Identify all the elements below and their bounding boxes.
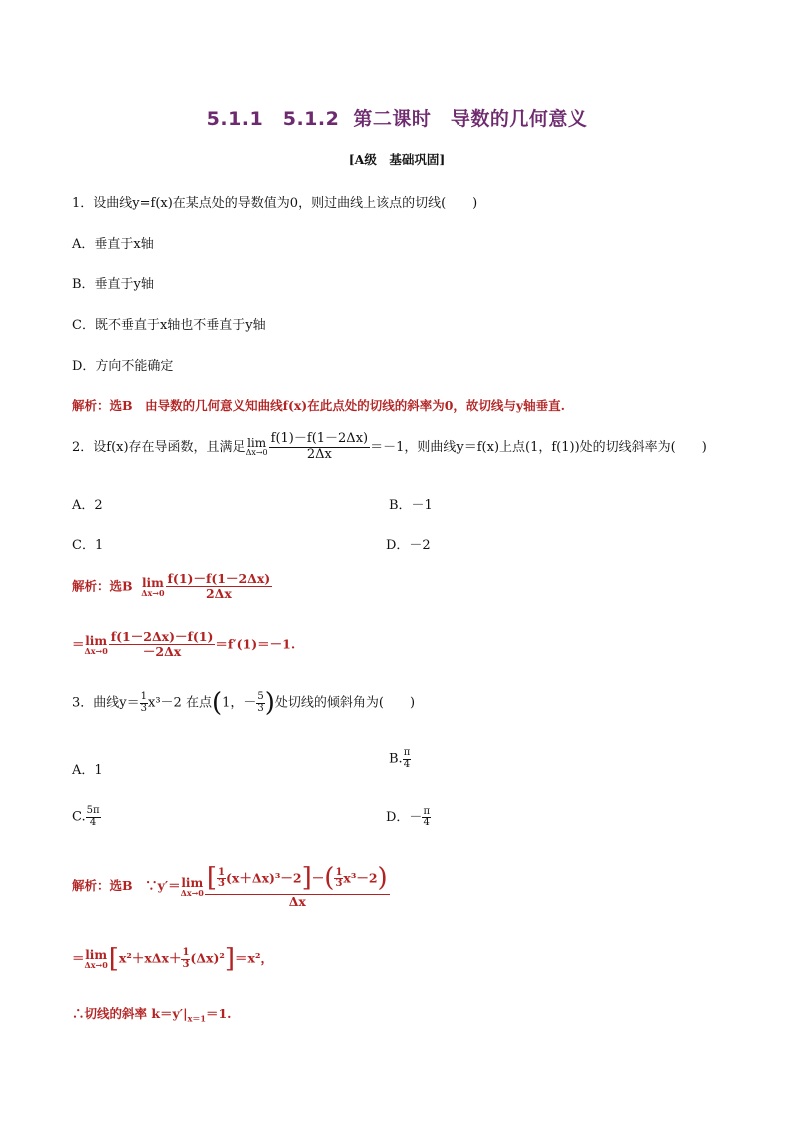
q3-point: 1，－	[222, 695, 257, 711]
q3-option-a: A．1	[72, 763, 103, 778]
q2-solution-line1	[72, 572, 272, 602]
q3-sol2-eq: ＝	[72, 950, 85, 966]
q3-sol3-sub: x＝1	[187, 1013, 206, 1024]
q1-option-a: A．垂直于x轴	[72, 237, 154, 252]
q2-solution-line2	[72, 630, 295, 660]
q2-fraction: $\frac{f(1)-f(1-2\Delta x)}{2\Delta x}$	[270, 431, 369, 462]
q3-sol3-end: ＝1.	[205, 1006, 232, 1021]
q3-sol-fraction: [ $\frac{1}{3}$ (x＋Δx)³－2]－( $\frac{1}{3}$ x³－2) Δx	[206, 863, 388, 909]
q3-option-b: B. $\frac{\pi}{4}$	[389, 747, 411, 770]
q1-option-c: C．既不垂直于x轴也不垂直于y轴	[72, 318, 266, 333]
q3-stem-suffix: 处切线的倾斜角为( )	[274, 695, 416, 711]
q2-stem-suffix: ＝－1，则曲线y＝f(x)上点(1，f(1))处的切线斜率为( )	[370, 439, 707, 455]
level-heading: [A级 基础巩固]	[348, 152, 446, 167]
q3-sol3: ∴切线的斜率 k＝y′|	[72, 1006, 188, 1021]
q1-solution: 解析：选B 由导数的几何意义知曲线f(x)在此点处的切线的斜率为0，故切线与y轴垂直.	[72, 398, 566, 413]
q2-sol2-tail: ＝f′(1)＝－1.	[215, 636, 296, 652]
q3-stem-prefix: 3．曲线y＝	[72, 695, 140, 711]
q2-solution-label: 解析：选B	[72, 578, 133, 594]
q3-sol2-end: ＝x²，	[235, 950, 273, 966]
q3-stem-mid: x³－2 在点	[148, 695, 212, 711]
q3-option-c: C. $\frac{5\pi}{4}$	[72, 805, 100, 828]
q3-solution-line2: ＝ lim Δx→0 [x²＋xΔx＋ $\frac{1}{3}$ (Δx)²]＝x²，	[72, 944, 273, 974]
page-title	[0, 104, 794, 131]
q3-option-d: D．－ $\frac{\pi}{4}$	[386, 805, 431, 828]
q2-sol2-fraction: $\frac{f(1-2\Delta x)-f(1)}{-2\Delta x}$	[110, 629, 214, 660]
q2-sol2-limit: lim Δx→0	[84, 633, 108, 656]
q2-sol-limit: lim Δx→0	[141, 575, 165, 598]
q3-solution-line1	[72, 864, 390, 909]
q1-stem: 1．设曲线y=f(x)在某点处的导数值为0，则过曲线上该点的切线( )	[72, 196, 478, 211]
q3-sol2-limit: lim Δx→0	[84, 948, 108, 970]
q2-sol2-eq: ＝	[72, 636, 85, 652]
q3-solution-line3	[72, 1004, 232, 1025]
q2-option-b: B．－1	[389, 498, 433, 513]
q3-sol2-body: x²＋xΔx＋	[118, 950, 182, 966]
q1-option-d: D．方向不能确定	[72, 359, 174, 374]
q2-stem	[72, 432, 707, 463]
q3-stem	[72, 688, 415, 718]
q3-solution-label: 解析：选B ∵y′＝	[72, 878, 181, 894]
q1-option-b: B．垂直于y轴	[72, 277, 154, 292]
q3-coef-fraction: $\frac{1}{3}$	[140, 691, 147, 714]
q2-limit: lim Δx→0	[245, 436, 268, 458]
q2-option-a: A．2	[72, 498, 103, 513]
q2-sol-fraction: $\frac{f(1)-f(1-2\Delta x)}{2\Delta x}$	[167, 571, 271, 602]
lesson-title: 第二课时 导数的几何意义	[353, 108, 588, 130]
q3-sol2-tail: (Δx)²	[190, 950, 225, 966]
q2-option-d: D．－2	[386, 538, 431, 553]
q3-sol-limit: lim Δx→0	[180, 875, 204, 898]
q2-stem-prefix: 2．设f(x)存在导函数，且满足	[72, 439, 246, 455]
q2-option-c: C．1	[72, 538, 104, 553]
right-paren: )	[264, 688, 275, 718]
q3-point-fraction: $\frac{5}{3}$	[257, 691, 264, 714]
left-paren: (	[211, 688, 223, 718]
section-numbers: 5.1.1 5.1.2	[206, 108, 340, 130]
